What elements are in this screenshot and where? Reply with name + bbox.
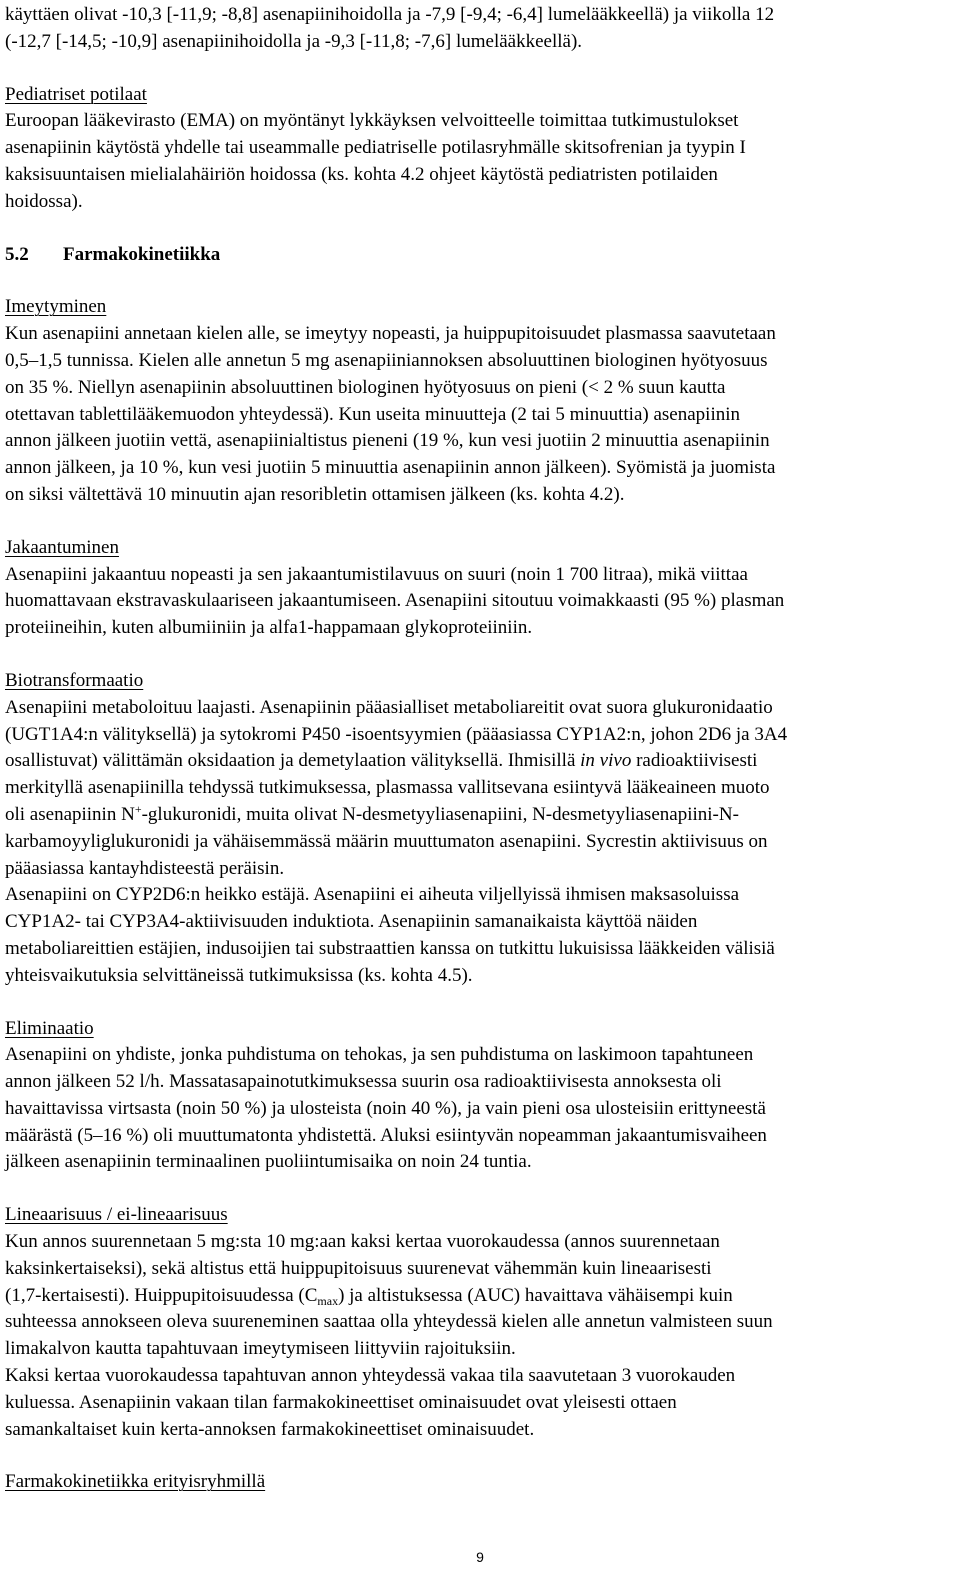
linearity-heading: Lineaarisuus / ei-lineaarisuus — [5, 1204, 228, 1226]
linearity-line — [5, 1283, 953, 1310]
linearity-line: Kaksi kertaa vuorokaudessa tapahtuvan annon yhteydessä vakaa tila saavutetaan 3 vuorokauden — [5, 1365, 736, 1387]
absorption-line: Kun asenapiini annetaan kielen alle, se imeytyy nopeasti, ja huippupitoisuudet plasmassa saavutetaan — [5, 323, 776, 345]
elimination-line: Asenapiini on yhdiste, jonka puhdistuma on tehokas, ja sen puhdistuma on laskimoon tapahtuneen — [5, 1044, 754, 1066]
text-run: ) ja altistuksessa (AUC) havaittava vähäisempi kuin — [338, 1284, 733, 1306]
absorption-heading: Imeytyminen — [5, 296, 107, 318]
biotransformation-line: Asenapiini metaboloituu laajasti. Asenapiinin pääasialliset metaboliareitit ovat suora glukuronidaatio — [5, 696, 773, 718]
intro-line: käyttäen olivat -10,3 [-11,9; -8,8] asenapiinihoidolla ja -7,9 [-9,4; -6,4] lumelääkkeellä) ja viikolla 12 — [5, 4, 775, 25]
elimination-heading: Eliminaatio — [5, 1017, 94, 1039]
section-title: Farmakokinetiikka — [63, 243, 221, 265]
biotransformation-heading: Biotransformaatio — [5, 669, 144, 691]
absorption-line: on siksi vältettävä 10 minuutin ajan resoribletin ottamisen jälkeen (ks. kohta 4.2). — [5, 483, 625, 505]
pediatric-line: hoidossa). — [5, 190, 83, 212]
biotransformation-line: karbamoyyliglukuronidi ja vähäisemmässä määrin muuttumaton asenapiini. Sycrestin aktiivisuus on — [5, 830, 768, 852]
biotransformation-line: metaboliareittien estäjien, indusoijien tai substraattien kanssa on tutkittu lukuisissa lääkkeiden välisiä — [5, 937, 775, 959]
superscript: + — [134, 801, 142, 816]
absorption-line: otettavan tablettilääkemuodon yhteydessä). Kun useita minuutteja (2 tai 5 minuuttia) asenapiinin — [5, 403, 740, 425]
text-run: osallistuvat) välittämän oksidaation ja demetylaation välityksellä. Ihmisillä — [5, 750, 581, 772]
text-run: (1,7-kertaisesti). Huippupitoisuudessa (C — [5, 1284, 318, 1306]
text-run: radioaktiivisesti — [631, 750, 758, 772]
biotransformation-line: yhteisvaikutuksia selvittäneissä tutkimuksissa (ks. kohta 4.5). — [5, 964, 473, 986]
elimination-line: havaittavissa virtsasta (noin 50 %) ja ulosteista (noin 40 %), ja vain pieni osa ulosteisiin erittyneestä — [5, 1097, 766, 1119]
subscript: max — [317, 1293, 339, 1308]
absorption-line: annon jälkeen juotiin vettä, asenapiinialtistus pieneni (19 %, kun vesi juotiin 2 minuuttia asenapiinin — [5, 430, 770, 452]
page-number: 9 — [476, 1549, 484, 1565]
biotransformation-line: (UGT1A4:n välityksellä) ja sytokromi P450 -isoentsyymien (pääasiassa CYP1A2:n, johon 2D6 ja 3A4 — [5, 723, 788, 745]
absorption-line: 0,5–1,5 tunnissa. Kielen alle annetun 5 mg asenapiiniannoksen absoluuttinen biologinen hyötyosuus — [5, 349, 768, 371]
elimination-line: annon jälkeen 52 l/h. Massatasapainotutkimuksessa suurin osa radioaktiivisesta annoksesta oli — [5, 1071, 722, 1093]
linearity-line: kuluessa. Asenapiinin vakaan tilan farmakokineettiset ominaisuudet ovat yleisesti ottaen — [5, 1391, 677, 1413]
linearity-line: Kun annos suurennetaan 5 mg:sta 10 mg:aan kaksi kertaa vuorokaudessa (annos suurennetaan — [5, 1231, 720, 1253]
section-heading — [5, 242, 953, 269]
text-run: -glukuronidi, muita olivat N-desmetyyliasenapiini, N-desmetyyliasenapiini-N- — [141, 803, 739, 825]
distribution-line: huomattavaan ekstravaskulaariseen jakaantumiseen. Asenapiini sitoutuu voimakkaasti (95 %) plasman — [5, 590, 785, 612]
elimination-line: jälkeen asenapiinin terminaalinen puoliintumisaika on noin 24 tuntia. — [5, 1151, 532, 1173]
biotransformation-line — [5, 748, 953, 775]
italic-term: in vivo — [580, 750, 632, 772]
biotransformation-line: CYP1A2- tai CYP3A4-aktiivisuuden induktiota. Asenapiinin samanaikaista käyttöä näiden — [5, 911, 698, 933]
linearity-line: kaksinkertaiseksi), sekä altistus että huippupitoisuus suurenevat vähemmän kuin lineaarisesti — [5, 1257, 712, 1279]
text-run: oli asenapiinin N — [5, 803, 135, 825]
biotransformation-line: Asenapiini on CYP2D6:n heikko estäjä. Asenapiini ei aiheuta viljellyissä ihmisen maksasoluissa — [5, 884, 740, 906]
distribution-heading: Jakaantuminen — [5, 536, 119, 558]
pediatric-line: Euroopan lääkevirasto (EMA) on myöntänyt lykkäyksen velvoitteelle toimittaa tutkimustulokset — [5, 110, 739, 132]
linearity-line: samankaltaiset kuin kerta-annoksen farmakokineettiset ominaisuudet. — [5, 1418, 535, 1440]
biotransformation-line — [5, 802, 953, 829]
elimination-line: määrästä (5–16 %) oli muuttumatonta yhdistettä. Aluksi esiintyvän nopeamman jakaantumisvaiheen — [5, 1124, 767, 1146]
absorption-line: on 35 %. Niellyn asenapiinin absoluuttinen biologinen hyötyosuus on pieni (< 2 % suun kautta — [5, 376, 726, 398]
biotransformation-line: merkityllä asenapiinilla tehdyssä tutkimuksessa, plasmassa vallitsevana esiintyvä lääkeaineen muoto — [5, 777, 770, 799]
special-groups-heading: Farmakokinetiikka erityisryhmillä — [5, 1471, 266, 1493]
absorption-line: annon jälkeen, ja 10 %, kun vesi juotiin 5 minuuttia asenapiinin annon jälkeen). Syömistä ja juomista — [5, 457, 776, 479]
section-number: 5.2 — [5, 243, 29, 265]
pediatric-line: asenapiinin käytöstä yhdelle tai useammalle pediatriselle potilasryhmälle skitsofrenian ja tyypin I — [5, 137, 746, 159]
biotransformation-line: pääasiassa kantayhdisteestä peräisin. — [5, 857, 285, 879]
linearity-line: limakalvon kautta tapahtuvaan imeytymiseen liittyviin rajoituksiin. — [5, 1338, 516, 1360]
pediatric-heading: Pediatriset potilaat — [5, 83, 147, 105]
distribution-line: Asenapiini jakaantuu nopeasti ja sen jakaantumistilavuus on suuri (noin 1 700 litraa), mikä viittaa — [5, 563, 748, 585]
document-page — [5, 2, 953, 1496]
intro-line: (-12,7 [-14,5; -10,9] asenapiinihoidolla ja -9,3 [-11,8; -7,6] lumelääkkeellä). — [5, 30, 583, 52]
distribution-line: proteiineihin, kuten albumiiniin ja alfa1-happamaan glykoproteiiniin. — [5, 617, 533, 639]
pediatric-line: kaksisuuntaisen mielialahäiriön hoidossa (ks. kohta 4.2 ohjeet käytöstä pediatristen potilaiden — [5, 163, 718, 185]
linearity-line: suhteessa annokseen oleva suureneminen saattaa olla yhteydessä kielen alle annetun valmisteen suun — [5, 1311, 773, 1333]
